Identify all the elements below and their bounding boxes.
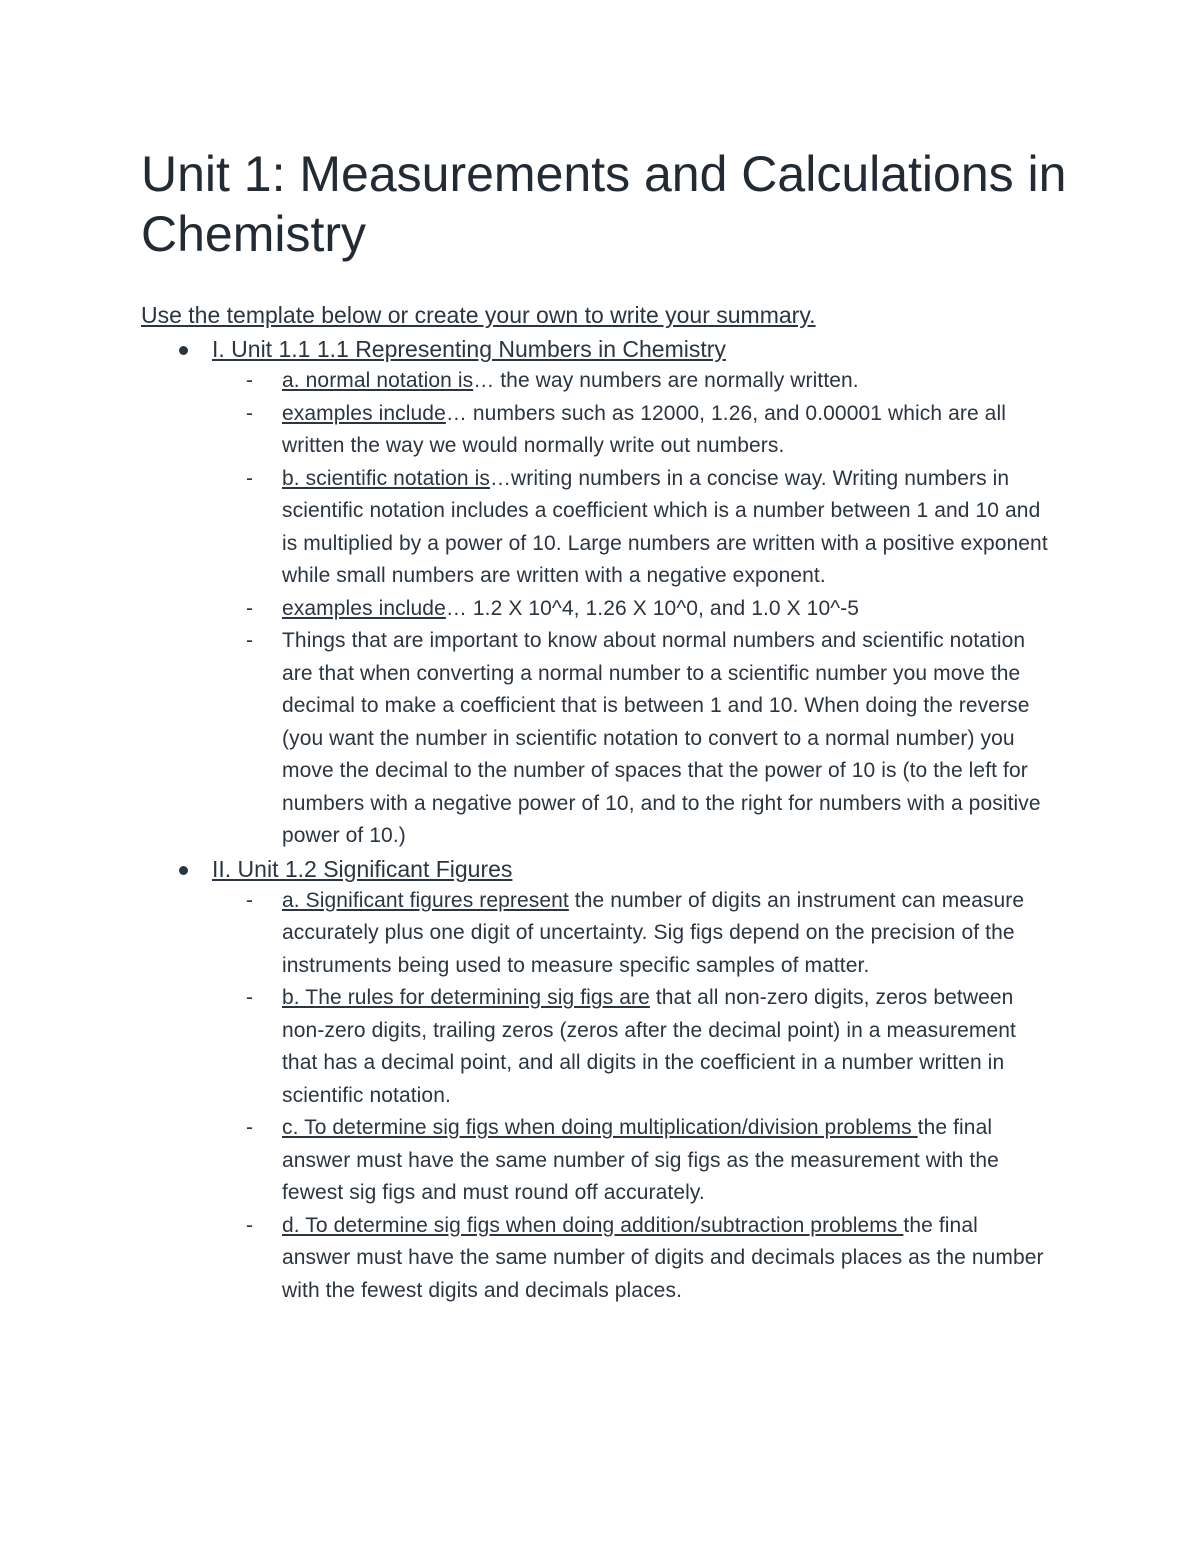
item-text: the number of digits an instrument can measure accurately plus one digit of uncertainty. Sig figs depend on the precision of the instruments being used to measure specific samples of matter. <box>282 888 1025 977</box>
item-label: b. scientific notation is <box>282 466 490 490</box>
list-item <box>141 1112 1052 1210</box>
item-label: b. The rules for determining sig figs are <box>282 986 650 1009</box>
section-title: I. Unit 1.1 1.1 Representing Numbers in Chemistry <box>212 336 726 362</box>
bullet-icon <box>179 346 188 355</box>
list-item <box>141 593 1052 626</box>
summary-outline <box>141 333 1081 1307</box>
item-text: … numbers such as 12000, 1.26, and 0.00001 which are all written the way we would normally write out numbers. <box>282 401 1006 457</box>
dash-icon: - <box>246 1213 254 1237</box>
section-heading <box>141 853 1081 885</box>
dash-icon: - <box>246 466 254 490</box>
dash-icon: - <box>246 888 254 912</box>
list-item <box>141 982 1052 1112</box>
list-item <box>141 463 1052 593</box>
instructions-text: Use the template below or create your own to write your summary. <box>141 302 816 328</box>
item-label: c. To determine sig figs when doing multiplication/division problems <box>282 1116 918 1139</box>
section-items <box>141 885 1081 1308</box>
section-2 <box>141 853 1081 1308</box>
item-text: the final answer must have the same number of sig figs as the measurement with the fewest sig figs and must round off accurately. <box>282 1116 999 1204</box>
bullet-icon <box>179 866 188 875</box>
dash-icon: - <box>246 369 254 392</box>
list-item <box>141 1210 1052 1308</box>
dash-icon: - <box>246 986 254 1009</box>
item-text: … 1.2 X 10^4, 1.26 X 10^0, and 1.0 X 10^-5 <box>445 596 860 620</box>
list-item <box>141 885 1052 983</box>
list-item <box>141 625 1052 853</box>
item-label: examples include <box>282 596 446 620</box>
dash-icon: - <box>246 629 254 652</box>
item-text: Things that are important to know about normal numbers and scientific notation are that when converting a normal number to a scientific number you move the decimal to make a coefficient that is between 1 and 10. When doing the reverse (you want the number in scientific notation to convert to a normal number) you move the decimal to the number of spaces that the power of 10 is (to the left for numbers with a negative power of 10, and to the right for numbers with a positive power of 10.) <box>282 629 1041 847</box>
dash-icon: - <box>246 1116 254 1139</box>
item-text: that all non-zero digits, zeros between non-zero digits, trailing zeros (zeros after the decimal point) in a measurement that has a decimal point, and all digits in the coefficient in a number written in scientific notation. <box>282 986 1016 1107</box>
section-heading <box>141 333 1081 365</box>
item-text: … the way numbers are normally written. <box>473 369 859 392</box>
dash-icon: - <box>246 401 254 425</box>
list-item <box>141 398 1052 463</box>
list-item <box>141 365 1052 398</box>
item-label: a. normal notation is <box>282 369 474 392</box>
section-1 <box>141 333 1081 853</box>
item-text: …writing numbers in a concise way. Writing numbers in scientific notation includes a coefficient which is a number between 1 and 10 and is multiplied by a power of 10. Large numbers are written with a positive exponent while small numbers are written with a negative exponent. <box>282 466 1048 587</box>
dash-icon: - <box>246 596 254 620</box>
item-label: examples include <box>282 401 446 425</box>
item-text: the final answer must have the same number of digits and decimals places as the number with the fewest digits and decimals places. <box>282 1213 1044 1302</box>
section-items <box>141 365 1081 853</box>
item-label: d. To determine sig figs when doing addition/subtraction problems <box>282 1213 904 1237</box>
section-title: II. Unit 1.2 Significant Figures <box>212 855 513 882</box>
document-title: Unit 1: Measurements and Calculations in Chemistry <box>141 146 1067 262</box>
item-label: a. Significant figures represent <box>282 888 569 912</box>
